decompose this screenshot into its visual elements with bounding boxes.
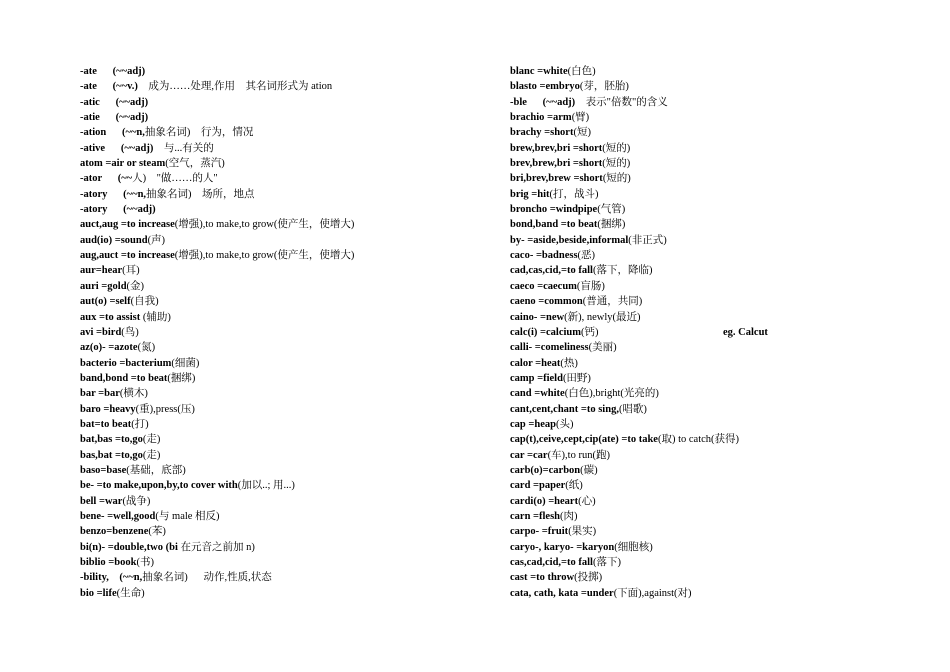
entry-term: card =paper bbox=[510, 480, 566, 492]
entry-term: benzo=benzene bbox=[80, 526, 149, 538]
entry-term: cardi(o) =heart bbox=[510, 495, 579, 507]
vocab-entry bbox=[80, 141, 500, 156]
entry-term: bacterio =bacterium bbox=[80, 357, 172, 369]
entry-meaning: (耳) bbox=[122, 265, 140, 277]
entry-term: aur=hear bbox=[80, 265, 123, 277]
entry-term: carpo- =fruit bbox=[510, 526, 569, 538]
entry-meaning: (下面),against(对) bbox=[613, 587, 692, 599]
vocab-entry bbox=[80, 233, 500, 248]
entry-term: bio =life bbox=[80, 587, 117, 599]
entry-meaning: (盲肠) bbox=[576, 280, 605, 292]
vocab-entry bbox=[510, 64, 930, 79]
entry-meaning: (打，战斗) bbox=[549, 188, 599, 200]
vocab-entry bbox=[80, 463, 500, 478]
entry-meaning: 抽象名词) 场所，地点 bbox=[146, 188, 255, 200]
entry-meaning: (短的) bbox=[602, 158, 631, 170]
vocab-entry bbox=[510, 125, 930, 140]
vocab-entry bbox=[80, 586, 500, 601]
entry-term: bar =bar bbox=[80, 388, 120, 400]
entry-meaning: (头) bbox=[555, 418, 574, 430]
entry-term: cata, cath, kata =under bbox=[510, 587, 614, 599]
entry-term: bi(n)- =double,two (bi bbox=[80, 541, 178, 553]
vocab-entry bbox=[80, 156, 500, 171]
vocab-entry bbox=[510, 386, 930, 401]
entry-term: cad,cas,cid,=to fall bbox=[510, 265, 593, 277]
vocab-entry bbox=[80, 187, 500, 202]
vocab-entry bbox=[510, 463, 930, 478]
entry-term: baro =heavy bbox=[80, 403, 136, 415]
entry-meaning: (热) bbox=[560, 357, 578, 369]
entry-term: blanc =white bbox=[510, 66, 568, 77]
vocab-entry bbox=[80, 432, 500, 447]
entry-meaning: 人) "做……的人" bbox=[132, 173, 218, 185]
entry-term: bas,bat =to,go bbox=[80, 449, 143, 461]
vocab-entry bbox=[80, 79, 500, 94]
side-note: eg. Calcut bbox=[723, 326, 768, 338]
vocab-entry bbox=[510, 187, 930, 202]
entry-meaning: (战争) bbox=[122, 495, 151, 507]
entry-term: brev,brew,bri =short bbox=[510, 158, 603, 170]
vocab-entry bbox=[80, 294, 500, 309]
vocab-entry bbox=[510, 356, 930, 371]
entry-meaning: 与...有关的 bbox=[153, 142, 214, 154]
entry-term: -atie (~~adj) bbox=[80, 112, 149, 124]
entry-term: aut(o) =self bbox=[80, 296, 131, 308]
entry-term: cant,cent,chant =to sing, bbox=[510, 403, 619, 415]
entry-meaning: (白色) bbox=[567, 66, 596, 77]
vocab-entry bbox=[80, 555, 500, 570]
entry-meaning: (芽，胚胎) bbox=[579, 81, 629, 93]
entry-term: -ation (~~n, bbox=[80, 127, 145, 139]
entry-meaning: (生命) bbox=[116, 587, 145, 599]
entry-term: caryo-, karyo- =karyon bbox=[510, 541, 615, 553]
entry-term: bell =war bbox=[80, 495, 123, 507]
vocab-entry bbox=[80, 509, 500, 524]
entry-term: bat=to beat bbox=[80, 418, 132, 430]
entry-meaning: (果实) bbox=[568, 526, 597, 538]
entry-term: -ator (~~ bbox=[80, 173, 133, 185]
vocab-entry bbox=[80, 202, 500, 217]
entry-meaning: 表示"倍数"的含义 bbox=[575, 96, 668, 108]
entry-meaning: (重),press(压) bbox=[135, 403, 195, 415]
entry-meaning: (书) bbox=[136, 557, 154, 568]
vocab-entry bbox=[510, 448, 930, 463]
entry-meaning: 抽象名词) 动作,性质,状态 bbox=[142, 572, 272, 584]
entry-term: -atory (~~n, bbox=[80, 188, 147, 200]
left-column bbox=[80, 64, 500, 601]
entry-term: az(o)- =azote bbox=[80, 342, 138, 354]
entry-meaning: (车),to run(跑) bbox=[547, 449, 610, 461]
vocab-entry bbox=[510, 402, 930, 417]
entry-term: aux =to assist bbox=[80, 311, 141, 323]
vocab-entry bbox=[80, 125, 500, 140]
entry-meaning: (普通，共同) bbox=[582, 296, 643, 308]
entry-term: cas,cad,cid,=to fall bbox=[510, 557, 593, 568]
vocab-entry bbox=[80, 110, 500, 125]
entry-term: bri,brev,brew =short bbox=[510, 173, 603, 185]
entry-meaning: (短的) bbox=[602, 173, 631, 185]
vocab-entry bbox=[80, 310, 500, 325]
entry-term: aug,auct =to increase bbox=[80, 250, 175, 262]
entry-meaning: (金) bbox=[126, 280, 145, 292]
entry-meaning: (取) to catch(获得) bbox=[657, 434, 740, 446]
entry-term: brig =hit bbox=[510, 188, 550, 200]
entry-meaning: (肉) bbox=[560, 510, 578, 522]
entry-meaning: 抽象名词) 行为，情况 bbox=[144, 127, 254, 139]
vocab-entry bbox=[510, 279, 930, 294]
vocab-entry bbox=[510, 555, 930, 570]
entry-term: brachio =arm bbox=[510, 112, 572, 124]
vocab-entry bbox=[510, 325, 930, 340]
vocab-entry bbox=[80, 279, 500, 294]
vocab-entry bbox=[80, 540, 500, 555]
vocab-entry bbox=[510, 233, 930, 248]
vocab-entry bbox=[510, 294, 930, 309]
entry-term: carb(o)=carbon bbox=[510, 464, 581, 476]
vocab-entry bbox=[510, 524, 930, 539]
entry-term: biblio =book bbox=[80, 557, 137, 568]
entry-term: -ate (~~adj) bbox=[80, 66, 146, 77]
vocab-entry bbox=[510, 156, 930, 171]
entry-meaning: (落下) bbox=[592, 557, 621, 568]
vocab-entry bbox=[80, 217, 500, 232]
entry-term: aud(io) =sound bbox=[80, 234, 148, 246]
vocab-entry bbox=[510, 586, 930, 601]
entry-meaning: (细菌) bbox=[171, 357, 200, 369]
entry-term: blasto =embryo bbox=[510, 81, 580, 93]
entry-meaning: (增强),to make,to grow(使产生，使增大) bbox=[174, 219, 355, 231]
entry-term: brew,brev,bri =short bbox=[510, 142, 603, 154]
entry-term: camp =field bbox=[510, 372, 563, 384]
entry-meaning: (落下，降临) bbox=[592, 265, 653, 277]
vocab-entry bbox=[510, 171, 930, 186]
vocab-entry bbox=[80, 386, 500, 401]
entry-meaning: (细胞核) bbox=[614, 541, 653, 553]
entry-meaning: (增强),to make,to grow(使产生，使增大) bbox=[174, 250, 355, 262]
entry-meaning: (捆绑) bbox=[167, 372, 196, 384]
entry-meaning: (横木) bbox=[119, 388, 148, 400]
vocab-entry bbox=[80, 494, 500, 509]
vocab-entry bbox=[80, 570, 500, 585]
entry-meaning: (纸) bbox=[565, 480, 583, 492]
vocab-entry bbox=[80, 448, 500, 463]
entry-meaning: (唱歌) bbox=[618, 403, 647, 415]
entry-meaning: (碳) bbox=[580, 464, 598, 476]
entry-meaning: (打) bbox=[131, 418, 149, 430]
entry-term: bond,band =to beat bbox=[510, 219, 598, 231]
vocab-entry bbox=[80, 524, 500, 539]
entry-meaning: 在元音之前加 n) bbox=[177, 541, 255, 553]
entry-term: -ate (~~v.) bbox=[80, 81, 138, 93]
entry-term: caeno =common bbox=[510, 296, 583, 308]
entry-term: caino- =new bbox=[510, 311, 565, 323]
entry-meaning: (田野) bbox=[562, 372, 591, 384]
vocab-entry bbox=[510, 432, 930, 447]
entry-term: caeco =caecum bbox=[510, 280, 577, 292]
vocab-entry bbox=[510, 371, 930, 386]
entry-term: atom =air or steam bbox=[80, 158, 166, 170]
entry-term: be- =to make,upon,by,to cover with bbox=[80, 480, 238, 492]
vocab-entry bbox=[510, 340, 930, 355]
entry-term: avi =bird bbox=[80, 326, 122, 338]
entry-term: -bility, (~~n, bbox=[80, 572, 143, 584]
entry-term: calc(i) =calcium bbox=[510, 326, 581, 338]
entry-meaning: (气管) bbox=[597, 204, 626, 216]
right-column bbox=[510, 64, 930, 601]
entry-term: auri =gold bbox=[80, 280, 127, 292]
vocab-entry bbox=[510, 478, 930, 493]
entry-term: carn =flesh bbox=[510, 510, 561, 522]
entry-meaning: (短) bbox=[573, 127, 591, 139]
vocab-entry bbox=[510, 570, 930, 585]
entry-term: broncho =windpipe bbox=[510, 204, 598, 216]
vocab-entry bbox=[510, 509, 930, 524]
vocab-entry bbox=[510, 110, 930, 125]
entry-term: band,bond =to beat bbox=[80, 372, 168, 384]
entry-meaning: (自我) bbox=[130, 296, 159, 308]
entry-meaning: (声) bbox=[147, 234, 166, 246]
entry-term: -atic (~~adj) bbox=[80, 96, 149, 108]
entry-meaning: 成为……处理,作用 其名词形式为 ation bbox=[137, 81, 333, 93]
vocab-entry bbox=[510, 494, 930, 509]
vocab-entry bbox=[80, 325, 500, 340]
entry-meaning: (与 male 相反) bbox=[155, 510, 220, 522]
vocab-entry bbox=[80, 171, 500, 186]
vocab-entry bbox=[80, 248, 500, 263]
entry-meaning: (钙) bbox=[581, 326, 599, 338]
vocab-entry bbox=[510, 202, 930, 217]
entry-meaning: (新), newly(最近) bbox=[564, 311, 641, 323]
vocab-entry bbox=[510, 417, 930, 432]
entry-term: baso=base bbox=[80, 464, 127, 476]
entry-term: cap =heap bbox=[510, 418, 556, 430]
vocab-entry bbox=[80, 356, 500, 371]
vocab-entry bbox=[510, 95, 930, 110]
vocab-entry bbox=[80, 371, 500, 386]
entry-meaning: (短的) bbox=[602, 142, 631, 154]
entry-term: -atory (~~adj) bbox=[80, 204, 156, 216]
entry-meaning: (非正式) bbox=[628, 234, 667, 246]
vocab-entry bbox=[510, 217, 930, 232]
vocab-entry bbox=[510, 540, 930, 555]
vocab-entry bbox=[510, 248, 930, 263]
entry-term: brachy =short bbox=[510, 127, 574, 139]
entry-meaning: (氮) bbox=[137, 342, 156, 354]
vocab-entry bbox=[80, 95, 500, 110]
vocab-entry bbox=[80, 340, 500, 355]
entry-meaning: (辅助) bbox=[140, 311, 171, 323]
vocab-entry bbox=[80, 402, 500, 417]
entry-meaning: (投掷) bbox=[574, 572, 603, 584]
entry-meaning: (捆绑) bbox=[597, 219, 626, 231]
vocab-entry bbox=[510, 141, 930, 156]
vocab-entry bbox=[510, 79, 930, 94]
entry-term: cand =white bbox=[510, 388, 565, 400]
entry-term: -ative (~~adj) bbox=[80, 142, 154, 154]
entry-meaning: (白色),bright(光亮的) bbox=[564, 388, 659, 400]
entry-term: by- =aside,beside,informal bbox=[510, 234, 629, 246]
entry-meaning: (恶) bbox=[577, 250, 596, 262]
vocab-entry bbox=[80, 263, 500, 278]
entry-meaning: (空气，蒸汽) bbox=[165, 158, 225, 170]
entry-meaning: (美丽) bbox=[588, 342, 617, 354]
entry-meaning: (基础，底部) bbox=[126, 464, 186, 476]
vocab-entry bbox=[80, 417, 500, 432]
entry-term: bat,bas =to,go bbox=[80, 434, 143, 446]
entry-term: bene- =well,good bbox=[80, 510, 156, 522]
entry-meaning: (臂) bbox=[571, 112, 590, 124]
vocab-entry bbox=[80, 64, 500, 79]
entry-meaning: (心) bbox=[578, 495, 596, 507]
entry-term: caco- =badness bbox=[510, 250, 578, 262]
entry-meaning: (走) bbox=[142, 434, 161, 446]
entry-term: -ble (~~adj) bbox=[510, 96, 576, 108]
vocab-entry bbox=[510, 310, 930, 325]
entry-meaning: (走) bbox=[142, 449, 161, 461]
entry-meaning: (加以..; 用...) bbox=[237, 480, 295, 492]
entry-term: cap(t),ceive,cept,cip(ate) =to take bbox=[510, 434, 658, 446]
entry-term: calor =heat bbox=[510, 357, 561, 369]
entry-term: cast =to throw bbox=[510, 572, 575, 584]
entry-term: car =car bbox=[510, 449, 548, 461]
entry-meaning: (鸟) bbox=[121, 326, 139, 338]
entry-term: calli- =comeliness bbox=[510, 342, 589, 354]
entry-term: auct,aug =to increase bbox=[80, 219, 175, 231]
entry-meaning: (苯) bbox=[148, 526, 166, 538]
vocab-entry bbox=[80, 478, 500, 493]
vocab-entry bbox=[510, 263, 930, 278]
